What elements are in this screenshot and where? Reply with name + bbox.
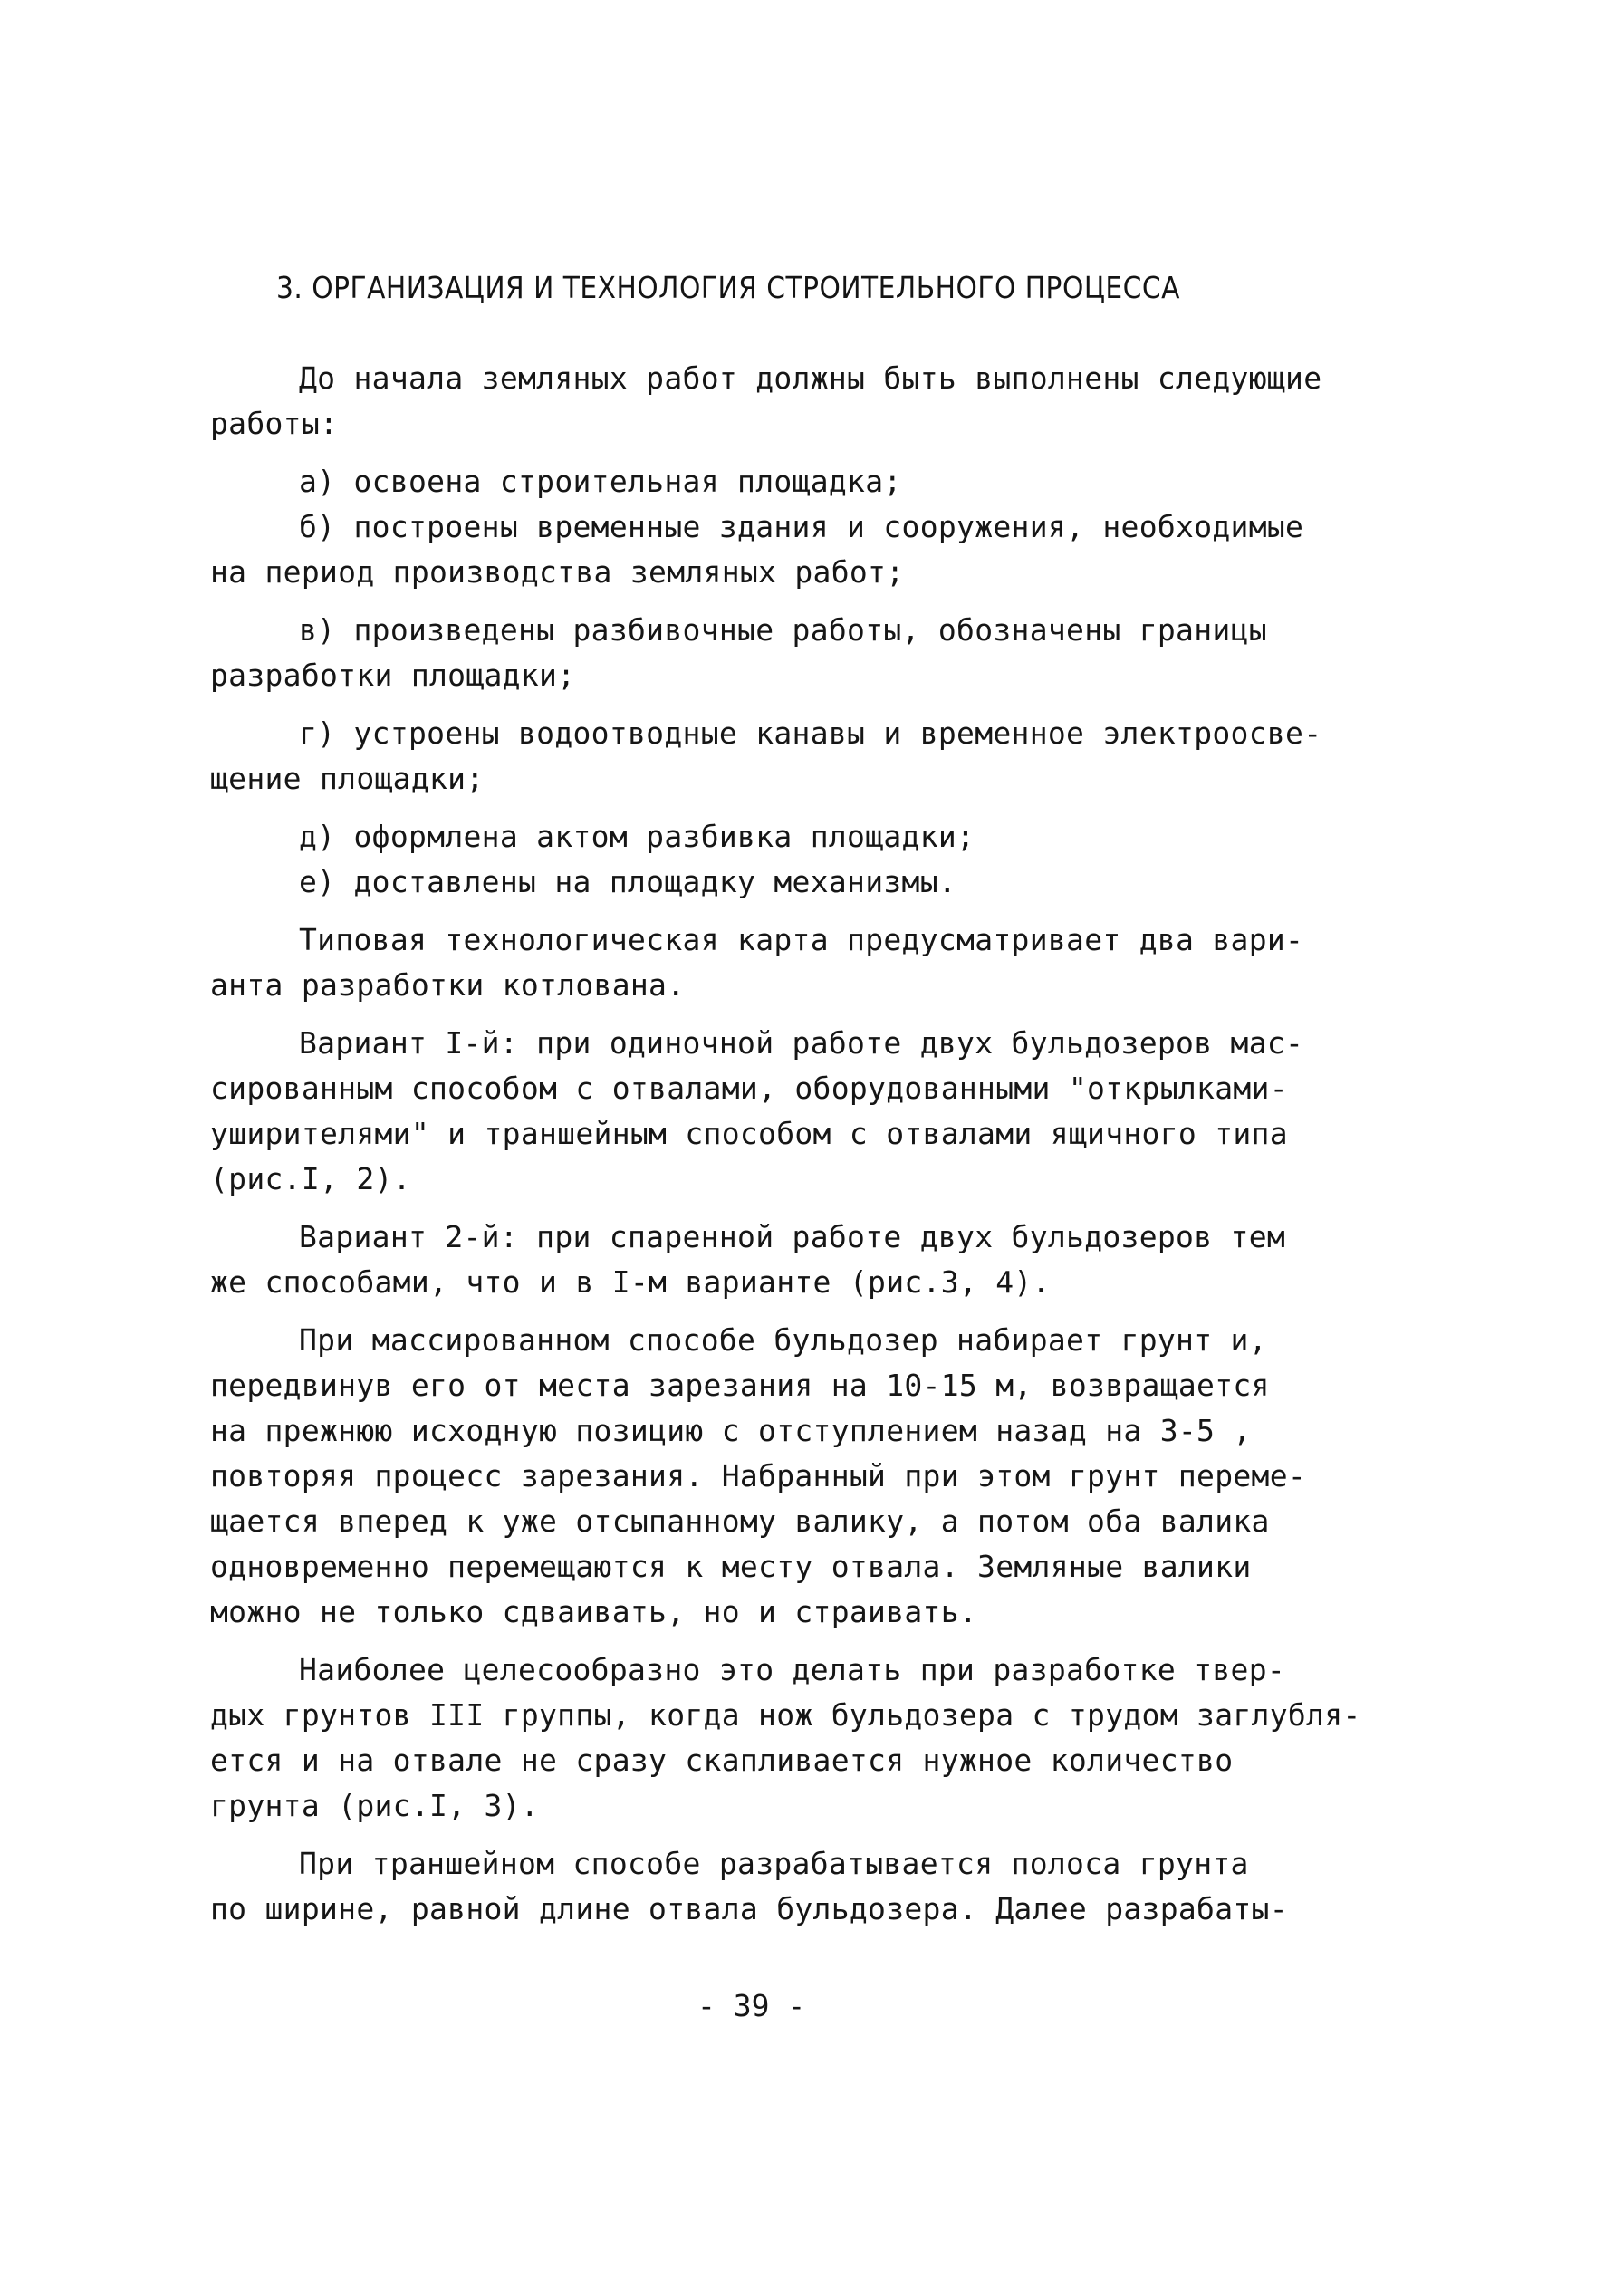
text-line: на период производства земляных работ; (210, 554, 905, 590)
text-line: е) доставлены на площадку механизмы. (299, 864, 957, 899)
text-line: на прежнюю исходную позицию с отступлением назад на 3-5 , (210, 1413, 1252, 1448)
text-line: г) устроены водоотводные канавы и временное электроосве- (299, 716, 1322, 751)
body-text (210, 356, 1361, 1932)
paragraph-trench-method (210, 1841, 1333, 1932)
text-line: же способами, что и в I-м варианте (рис.3, 4). (210, 1264, 1051, 1300)
text-line: разработки площадки; (210, 658, 576, 693)
text-line: по ширине, равной длине отвала бульдозера. Далее разрабаты- (210, 1891, 1288, 1926)
text-line: Наиболее целесообразно это делать при разработке твер- (299, 1652, 1286, 1687)
text-line: Вариант I-й: при одиночной работе двух бульдозеров мас- (299, 1025, 1304, 1061)
section-heading: 3. ОРГАНИЗАЦИЯ И ТЕХНОЛОГИЯ СТРОИТЕЛЬНОГО ПРОЦЕССА (276, 270, 1180, 305)
paragraph-intro (210, 356, 1333, 447)
text-line: одновременно перемещаются к месту отвала. Земляные валики (210, 1549, 1252, 1584)
list-item-b (210, 504, 1333, 595)
text-line: (рис.I, 2). (210, 1161, 411, 1196)
text-line: сированным способом с отвалами, оборудованными "открылками- (210, 1071, 1288, 1106)
text-line: можно не только сдваивать, но и страивать. (210, 1594, 978, 1629)
text-line: а) освоена строительная площадка; (299, 464, 902, 499)
text-line: Вариант 2-й: при спаренной работе двух бульдозеров тем (299, 1219, 1286, 1254)
list-item-g (210, 711, 1333, 802)
paragraph-hard-soils (210, 1647, 1361, 1829)
text-line: При траншейном способе разрабатывается полоса грунта (299, 1846, 1249, 1881)
text-line: ется и на отвале не сразу скапливается нужное количество (210, 1743, 1234, 1778)
text-line: б) построены временные здания и сооружения, необходимые (299, 509, 1304, 544)
text-line: щается вперед к уже отсыпанному валику, а потом оба валика (210, 1503, 1270, 1539)
text-line: повторяя процесс зарезания. Набранный при этом грунт переме- (210, 1458, 1307, 1494)
text-line: д) оформлена актом разбивка площадки; (299, 819, 975, 854)
paragraph-variant-2 (210, 1215, 1333, 1305)
text-line: щение площадки; (210, 761, 485, 796)
paragraph-variants (210, 917, 1333, 1008)
text-line: работы: (210, 406, 339, 441)
paragraph-massed-method (210, 1318, 1333, 1635)
text-line: При массированном способе бульдозер набирает грунт и, (299, 1322, 1267, 1358)
page-number: - 39 - (697, 1988, 806, 2023)
text-line: дых грунтов III группы, когда нож бульдозера с трудом заглубля- (210, 1697, 1361, 1733)
paragraph-variant-1 (210, 1021, 1333, 1202)
text-line: уширителями" и траншейным способом с отвалами ящичного типа (210, 1116, 1288, 1151)
list-item-d (210, 814, 1333, 860)
text-line: передвинув его от места зарезания на 10-15 м, возвращается (210, 1368, 1270, 1403)
list-item-v (210, 608, 1333, 698)
text-line: Типовая технологическая карта предусматривает два вари- (299, 922, 1304, 957)
text-line: анта разработки котлована. (210, 967, 686, 1003)
text-line: грунта (рис.I, 3). (210, 1788, 540, 1823)
text-line: До начала земляных работ должны быть выполнены следующие (299, 360, 1322, 396)
list-item-a (210, 459, 1333, 504)
text-line: в) произведены разбивочные работы, обозначены границы (299, 612, 1267, 648)
list-item-e (210, 860, 1333, 905)
